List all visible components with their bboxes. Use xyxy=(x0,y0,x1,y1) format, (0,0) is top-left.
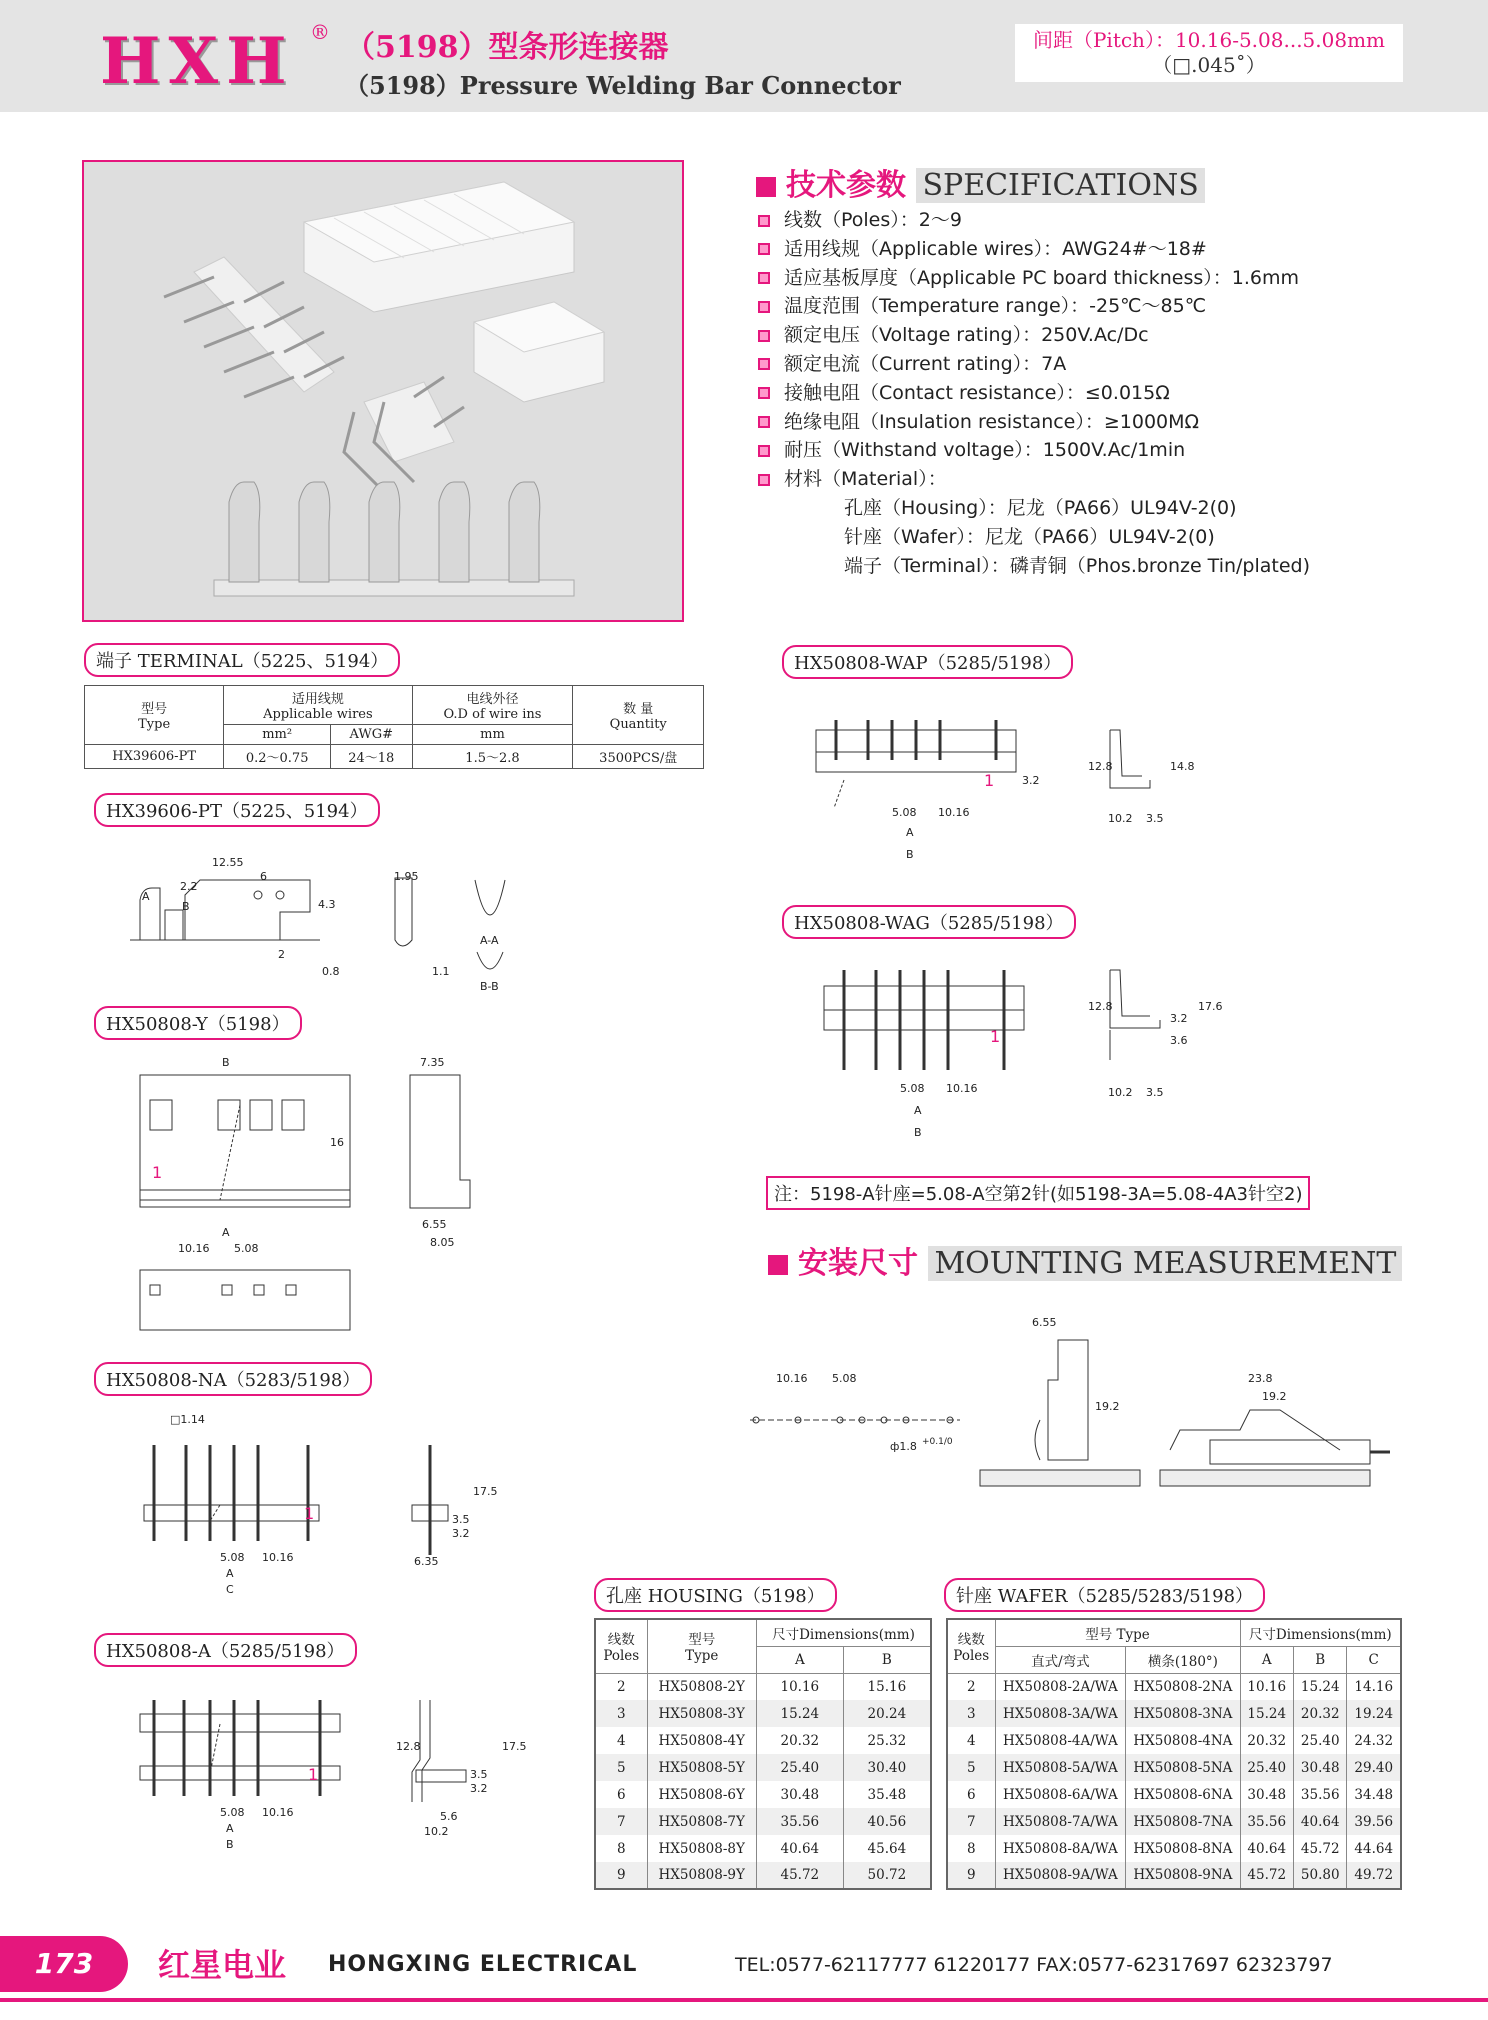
th-b: B xyxy=(843,1646,931,1673)
specifications-heading-en: SPECIFICATIONS xyxy=(916,168,1204,203)
table-row xyxy=(947,1700,1401,1727)
label-housing: 孔座 HOUSING（5198） xyxy=(594,1578,837,1612)
y-pitch-2: 5.08 xyxy=(234,1242,259,1255)
wap-dim-b: B xyxy=(906,848,914,861)
y-pitch-1: 10.16 xyxy=(178,1242,210,1255)
na-dim-c: C xyxy=(226,1583,234,1596)
table-cell: 50.72 xyxy=(843,1862,931,1889)
th-straight: 直式/弯式 xyxy=(995,1646,1126,1673)
table-cell: 30.48 xyxy=(756,1781,843,1808)
spec-text: 适用线规（Applicable wires）：AWG24#～18# xyxy=(784,237,1207,260)
mounting-drawing xyxy=(740,1310,1460,1510)
a-pitch-2: 10.16 xyxy=(262,1806,294,1819)
product-photo xyxy=(82,160,684,622)
cell-qty: 3500PCS/盘 xyxy=(573,745,704,769)
table-row xyxy=(595,1835,931,1862)
label-wafer: 针座 WAFER（5285/5283/5198） xyxy=(944,1578,1265,1612)
wap-side-view xyxy=(1110,730,1150,788)
th-a: A xyxy=(1240,1646,1293,1673)
y-dim-a: A xyxy=(222,1226,230,1239)
table-cell: 25.40 xyxy=(1240,1754,1293,1781)
th-dim: 尺寸Dimensions(mm) xyxy=(1240,1619,1401,1646)
a-dim-5: 5.6 xyxy=(440,1810,458,1823)
na-pitch-2: 10.16 xyxy=(262,1551,294,1564)
page-number: 173 xyxy=(0,1936,128,1992)
y-dim-2: 16 xyxy=(330,1136,344,1149)
pt-dim-8: 1.1 xyxy=(432,965,450,978)
wap-dim-1: 3.2 xyxy=(1022,774,1040,787)
specifications-heading xyxy=(756,160,1205,204)
na-dim-4: 6.35 xyxy=(414,1555,439,1568)
table-cell: 15.24 xyxy=(1293,1673,1346,1700)
table-cell: 29.40 xyxy=(1347,1754,1401,1781)
a-dim-3: 3.5 xyxy=(470,1768,488,1781)
table-row xyxy=(947,1835,1401,1862)
table-cell: 8 xyxy=(595,1835,647,1862)
na-dim-1: 17.5 xyxy=(473,1485,498,1498)
table-cell: 19.24 xyxy=(1347,1700,1401,1727)
table-cell: HX50808-6Y xyxy=(647,1781,756,1808)
table-cell: 50.80 xyxy=(1293,1862,1346,1889)
table-cell: 15.16 xyxy=(843,1673,931,1700)
table-cell: HX50808-8Y xyxy=(647,1835,756,1862)
bullet-icon xyxy=(758,330,770,342)
a-pin-one: 1 xyxy=(308,1765,319,1784)
wap-pitch-2: 10.16 xyxy=(938,806,970,819)
wap-dim-a: A xyxy=(906,826,914,839)
table-row xyxy=(595,1862,931,1889)
footer-divider xyxy=(0,1998,1488,2002)
na-pitch-1: 5.08 xyxy=(220,1551,245,1564)
label-wap: HX50808-WAP（5285/5198） xyxy=(782,645,1073,679)
table-cell: 45.64 xyxy=(843,1835,931,1862)
pt-dim-1: 12.55 xyxy=(212,856,244,869)
terminal-strip-illustration xyxy=(214,482,574,596)
label-na: HX50808-NA（5283/5198） xyxy=(94,1362,372,1396)
na-dim-2: 3.5 xyxy=(452,1513,470,1526)
pt-section-views xyxy=(395,878,505,969)
pt-dim-4: 4.3 xyxy=(318,898,336,911)
spec-item xyxy=(758,436,1310,465)
table-cell: 8 xyxy=(947,1835,995,1862)
table-row xyxy=(85,745,704,769)
spec-text: 耐压（Withstand voltage）：1500V.Ac/1min xyxy=(784,439,1186,462)
table-cell: 34.48 xyxy=(1347,1781,1401,1808)
table-cell: HX50808-8A/WA xyxy=(995,1835,1126,1862)
table-row xyxy=(595,1808,931,1835)
table-cell: 14.16 xyxy=(1347,1673,1401,1700)
cell-awg: 24～18 xyxy=(331,745,412,769)
table-cell: HX50808-8NA xyxy=(1126,1835,1240,1862)
cell-mm2: 0.2～0.75 xyxy=(224,745,331,769)
a-dim-2: 17.5 xyxy=(502,1740,527,1753)
y-front-view xyxy=(140,1075,350,1207)
spec-item xyxy=(758,206,1310,235)
table-cell: HX50808-5Y xyxy=(647,1754,756,1781)
material-housing: 孔座（Housing）：尼龙（PA66）UL94V-2(0) xyxy=(844,496,1237,519)
table-row xyxy=(947,1862,1401,1889)
bullet-icon xyxy=(758,358,770,370)
terminal-table xyxy=(84,685,704,769)
table-cell: 30.40 xyxy=(843,1754,931,1781)
spec-item xyxy=(758,350,1310,379)
wag-dim-1: 12.8 xyxy=(1088,1000,1113,1013)
spec-item xyxy=(758,292,1310,321)
square-bullet-icon xyxy=(768,1255,788,1275)
table-cell: 2 xyxy=(947,1673,995,1700)
table-cell: HX50808-9Y xyxy=(647,1862,756,1889)
wap-pitch-1: 5.08 xyxy=(892,806,917,819)
spec-item xyxy=(758,321,1310,350)
th-mm: mm xyxy=(412,725,573,745)
wap-dim-2: 12.8 xyxy=(1088,760,1113,773)
square-bullet-icon xyxy=(756,177,776,197)
wag-dim-3: 3.2 xyxy=(1170,1012,1188,1025)
y-bottom-view xyxy=(140,1270,350,1330)
pitch-line-2: （□.045˚） xyxy=(1152,53,1266,77)
label-pt: HX39606-PT（5225、5194） xyxy=(94,793,380,827)
table-cell: 40.56 xyxy=(843,1808,931,1835)
mount-hole-tol: +0.1/0 xyxy=(922,1437,953,1447)
y-dim-4: 8.05 xyxy=(430,1236,455,1249)
a-pitch-1: 5.08 xyxy=(220,1806,245,1819)
specifications-heading-cn: 技术参数 xyxy=(786,168,906,203)
contact-info: TEL:0577-62117777 61220177 FAX:0577-62317697 62323797 xyxy=(735,1954,1333,1976)
table-cell: HX50808-4NA xyxy=(1126,1727,1240,1754)
pt-dim-5: 2 xyxy=(278,948,285,961)
wafer-table xyxy=(946,1618,1402,1890)
company-name-cn: 红星电业 xyxy=(158,1946,287,1984)
table-cell: HX50808-6NA xyxy=(1126,1781,1240,1808)
pitch-box xyxy=(1015,24,1403,82)
table-cell: 40.64 xyxy=(1240,1835,1293,1862)
th-horizontal: 横条(180°) xyxy=(1126,1646,1240,1673)
mounting-heading xyxy=(768,1238,1402,1282)
mount-pitch-1: 10.16 xyxy=(776,1372,808,1385)
bullet-icon xyxy=(758,474,770,486)
spec-item xyxy=(758,379,1310,408)
cell-type: HX39606-PT xyxy=(85,745,224,769)
wag-dim-6: 3.5 xyxy=(1146,1086,1164,1099)
table-cell: 30.48 xyxy=(1293,1754,1346,1781)
table-cell: 10.16 xyxy=(1240,1673,1293,1700)
table-cell: HX50808-3NA xyxy=(1126,1700,1240,1727)
table-cell: 10.16 xyxy=(756,1673,843,1700)
table-cell: 3 xyxy=(947,1700,995,1727)
table-cell: 45.72 xyxy=(1293,1835,1346,1862)
table-cell: 30.48 xyxy=(1240,1781,1293,1808)
table-row xyxy=(595,1781,931,1808)
y-dim-3: 6.55 xyxy=(422,1218,447,1231)
spec-item xyxy=(758,235,1310,264)
table-cell: HX50808-4A/WA xyxy=(995,1727,1126,1754)
wafer-small-illustration xyxy=(344,377,464,492)
table-cell: 25.40 xyxy=(1293,1727,1346,1754)
pt-label-b: B xyxy=(182,900,190,913)
table-cell: 6 xyxy=(595,1781,647,1808)
spec-text: 线数（Poles）：2～9 xyxy=(784,209,962,231)
table-cell: 44.64 xyxy=(1347,1835,1401,1862)
pt-dim-3: 2.2 xyxy=(180,880,198,893)
brand-logo: HXH xyxy=(100,24,295,99)
table-row xyxy=(595,1727,931,1754)
wag-pitch-1: 5.08 xyxy=(900,1082,925,1095)
wag-dim-b: B xyxy=(914,1126,922,1139)
a-dim-6: 10.2 xyxy=(424,1825,449,1838)
wap-drawing xyxy=(810,690,1230,880)
wag-side-view xyxy=(1110,970,1160,1060)
th-type: 型号 Type xyxy=(647,1619,756,1673)
table-cell: HX50808-5NA xyxy=(1126,1754,1240,1781)
table-cell: HX50808-7NA xyxy=(1126,1808,1240,1835)
th-od: 电线外径 O.D of wire ins xyxy=(412,686,573,725)
table-cell: HX50808-3Y xyxy=(647,1700,756,1727)
spec-text: 绝缘电阻（Insulation resistance）：≥1000MΩ xyxy=(784,410,1200,433)
table-cell: 20.32 xyxy=(1240,1727,1293,1754)
pt-outline xyxy=(130,880,320,940)
table-cell: 4 xyxy=(595,1727,647,1754)
table-cell: 49.72 xyxy=(1347,1862,1401,1889)
table-cell: 24.32 xyxy=(1347,1727,1401,1754)
label-wag: HX50808-WAG（5285/5198） xyxy=(782,905,1076,939)
bullet-icon xyxy=(758,215,770,227)
th-poles: 线数 Poles xyxy=(947,1619,995,1673)
table-cell: 9 xyxy=(947,1862,995,1889)
spec-item xyxy=(758,465,1310,494)
registered-mark: ® xyxy=(310,20,330,44)
wag-pitch-2: 10.16 xyxy=(946,1082,978,1095)
table-row xyxy=(947,1673,1401,1700)
table-cell: 35.56 xyxy=(1293,1781,1346,1808)
table-cell: 7 xyxy=(595,1808,647,1835)
table-cell: 39.56 xyxy=(1347,1808,1401,1835)
table-cell: 6 xyxy=(947,1781,995,1808)
table-row xyxy=(947,1781,1401,1808)
th-type: 型号 Type xyxy=(85,686,224,745)
table-row xyxy=(595,1673,931,1700)
table-cell: HX50808-7Y xyxy=(647,1808,756,1835)
table-cell: 35.56 xyxy=(1240,1808,1293,1835)
cell-od: 1.5～2.8 xyxy=(412,745,573,769)
spec-text: 额定电流（Current rating）：7A xyxy=(784,352,1067,375)
a-dim-a: A xyxy=(226,1822,234,1835)
table-row xyxy=(595,1754,931,1781)
table-cell: HX50808-2NA xyxy=(1126,1673,1240,1700)
note-box: 注：5198-A针座=5.08-A空第2针(如5198-3A=5.08-4A3针空2) xyxy=(766,1176,1310,1210)
table-cell: HX50808-4Y xyxy=(647,1727,756,1754)
bullet-icon xyxy=(758,243,770,255)
table-cell: HX50808-9A/WA xyxy=(995,1862,1126,1889)
mounting-horizontal-view xyxy=(1160,1410,1390,1486)
bullet-icon xyxy=(758,272,770,284)
table-row xyxy=(595,1700,931,1727)
wap-front-view xyxy=(816,720,1016,808)
table-cell: 25.40 xyxy=(756,1754,843,1781)
table-cell: HX50808-7A/WA xyxy=(995,1808,1126,1835)
table-cell: 5 xyxy=(595,1754,647,1781)
a-dim-b: B xyxy=(226,1838,234,1851)
wap-dim-4: 10.2 xyxy=(1108,812,1133,825)
y-side-view xyxy=(410,1075,470,1208)
label-a: HX50808-A（5285/5198） xyxy=(94,1633,357,1667)
wag-front-view xyxy=(824,970,1024,1070)
a-dim-1: 12.8 xyxy=(396,1740,421,1753)
na-side-view xyxy=(412,1445,448,1555)
table-cell: HX50808-2A/WA xyxy=(995,1673,1126,1700)
a-dim-4: 3.2 xyxy=(470,1782,488,1795)
label-terminal: 端子 TERMINAL（5225、5194） xyxy=(84,643,400,677)
na-pin-one: 1 xyxy=(304,1504,315,1523)
mounting-vertical-view xyxy=(980,1340,1140,1486)
th-qty: 数 量 Quantity xyxy=(573,686,704,745)
wag-dim-a: A xyxy=(914,1104,922,1117)
spec-text: 适应基板厚度（Applicable PC board thickness）：1.6mm xyxy=(784,266,1299,289)
table-cell: HX50808-5A/WA xyxy=(995,1754,1126,1781)
table-cell: HX50808-9NA xyxy=(1126,1862,1240,1889)
mount-dim-4: 19.2 xyxy=(1262,1390,1287,1403)
wag-dim-2: 17.6 xyxy=(1198,1000,1223,1013)
title-en: （5198）Pressure Welding Bar Connector xyxy=(345,71,901,100)
na-front-view xyxy=(144,1445,319,1541)
table-cell: 9 xyxy=(595,1862,647,1889)
th-dim: 尺寸Dimensions(mm) xyxy=(756,1619,931,1646)
a-drawing xyxy=(130,1680,527,1860)
na-drawing xyxy=(130,1405,510,1605)
table-cell: 2 xyxy=(595,1673,647,1700)
table-cell: 40.64 xyxy=(1293,1808,1346,1835)
mounting-hole-layout xyxy=(750,1417,960,1423)
table-row xyxy=(947,1754,1401,1781)
wap-pin-one: 1 xyxy=(984,771,995,790)
bullet-icon xyxy=(758,387,770,399)
wag-pin-one: 1 xyxy=(990,1027,1001,1046)
table-cell: 3 xyxy=(595,1700,647,1727)
table-cell: 15.24 xyxy=(1240,1700,1293,1727)
mount-dim-3: 23.8 xyxy=(1248,1372,1273,1385)
housing-table xyxy=(594,1618,932,1890)
table-cell: 5 xyxy=(947,1754,995,1781)
title-cn: （5198）型条形连接器 xyxy=(345,30,669,65)
bullet-icon xyxy=(758,445,770,457)
pt-section-aa: A-A xyxy=(480,934,499,947)
bullet-icon xyxy=(758,301,770,313)
wag-dim-4: 3.6 xyxy=(1170,1034,1188,1047)
mount-hole-dia: ф1.8 xyxy=(890,1440,917,1453)
th-c: C xyxy=(1347,1646,1401,1673)
th-b: B xyxy=(1293,1646,1346,1673)
y-pin-one: 1 xyxy=(152,1163,163,1182)
th-a: A xyxy=(756,1646,843,1673)
table-cell: 40.64 xyxy=(756,1835,843,1862)
material-terminal: 端子（Terminal）：磷青铜（Phos.bronze Tin/plated) xyxy=(844,554,1311,577)
wag-drawing xyxy=(810,950,1230,1150)
pt-dim-7: 1.95 xyxy=(394,870,419,883)
specifications-list xyxy=(758,206,1310,580)
table-cell: 7 xyxy=(947,1808,995,1835)
table-cell: HX50808-3A/WA xyxy=(995,1700,1126,1727)
th-awg: AWG# xyxy=(331,725,412,745)
pt-section-bb: B-B xyxy=(480,980,499,993)
th-mm2: mm² xyxy=(224,725,331,745)
table-cell: 15.24 xyxy=(756,1700,843,1727)
table-cell: 20.32 xyxy=(756,1727,843,1754)
mount-pitch-2: 5.08 xyxy=(832,1372,857,1385)
table-cell: HX50808-2Y xyxy=(647,1673,756,1700)
product-photo-art xyxy=(84,162,682,620)
table-cell: 25.32 xyxy=(843,1727,931,1754)
wag-dim-5: 10.2 xyxy=(1108,1086,1133,1099)
y-dim-1: 7.35 xyxy=(420,1056,445,1069)
pt-drawing xyxy=(130,840,530,993)
table-cell: HX50808-6A/WA xyxy=(995,1781,1126,1808)
table-cell: 35.56 xyxy=(756,1808,843,1835)
spec-item xyxy=(758,408,1310,437)
housing-large-illustration xyxy=(304,182,574,312)
housing-small-illustration xyxy=(474,302,604,402)
pitch-line-1: 间距（Pitch）：10.16-5.08...5.08mm xyxy=(1032,28,1386,52)
spec-text: 额定电压（Voltage rating）：250V.Ac/Dc xyxy=(784,324,1149,347)
table-row xyxy=(947,1808,1401,1835)
mount-dim-1: 6.55 xyxy=(1032,1316,1057,1329)
table-cell: 45.72 xyxy=(1240,1862,1293,1889)
pt-dim-2: 6 xyxy=(260,870,267,883)
label-y: HX50808-Y（5198） xyxy=(94,1006,302,1040)
wap-dim-5: 3.5 xyxy=(1146,812,1164,825)
na-pin-size: □1.14 xyxy=(170,1413,205,1426)
bullet-icon xyxy=(758,416,770,428)
spec-text: 材料（Material）： xyxy=(784,468,947,491)
th-poles: 线数 Poles xyxy=(595,1619,647,1673)
th-wires: 适用线规 Applicable wires xyxy=(224,686,412,725)
spec-text: 温度范围（Temperature range）：-25℃～85℃ xyxy=(784,295,1207,318)
spec-item xyxy=(758,264,1310,293)
y-drawing xyxy=(130,1050,510,1350)
table-cell: 4 xyxy=(947,1727,995,1754)
spec-text: 接触电阻（Contact resistance）：≤0.015Ω xyxy=(784,381,1170,404)
wap-dim-3: 14.8 xyxy=(1170,760,1195,773)
material-wafer: 针座（Wafer）：尼龙（PA66）UL94V-2(0) xyxy=(844,525,1215,548)
company-name-en: HONGXING ELECTRICAL xyxy=(328,1952,638,1977)
mount-dim-2: 19.2 xyxy=(1095,1400,1120,1413)
table-cell: 20.32 xyxy=(1293,1700,1346,1727)
table-row xyxy=(947,1727,1401,1754)
mounting-heading-cn: 安装尺寸 xyxy=(798,1246,918,1281)
pt-label-a: A xyxy=(142,890,150,903)
na-dim-3: 3.2 xyxy=(452,1527,470,1540)
na-dim-a: A xyxy=(226,1567,234,1580)
mounting-heading-en: MOUNTING MEASUREMENT xyxy=(928,1246,1402,1281)
th-type: 型号 Type xyxy=(995,1619,1240,1646)
table-cell: 45.72 xyxy=(756,1862,843,1889)
table-cell: 35.48 xyxy=(843,1781,931,1808)
table-cell: 20.24 xyxy=(843,1700,931,1727)
pt-dim-6: 0.8 xyxy=(322,965,340,978)
y-dim-b: B xyxy=(222,1056,230,1069)
